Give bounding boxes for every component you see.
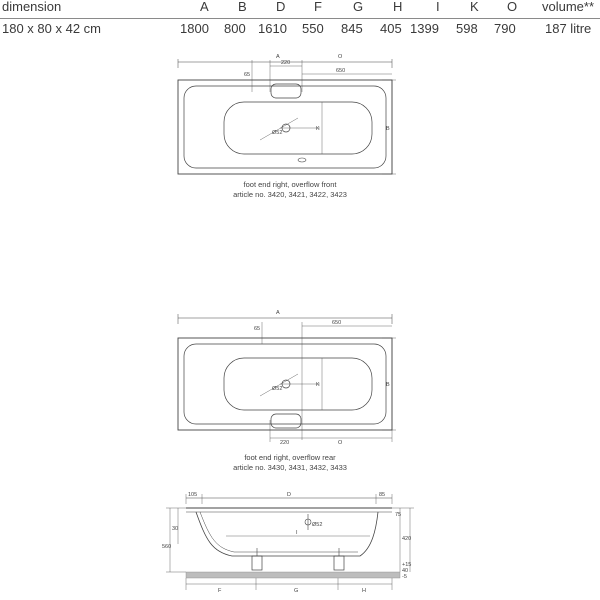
value-i: 1399 bbox=[410, 21, 439, 36]
label-560-side: 560 bbox=[162, 544, 172, 550]
header-i: I bbox=[436, 0, 440, 14]
value-dimension: 180 x 80 x 42 cm bbox=[2, 21, 101, 36]
label-h-side: H bbox=[362, 588, 366, 594]
header-volume: volume** bbox=[542, 0, 595, 14]
value-k: 598 bbox=[456, 21, 478, 36]
label-o-front: O bbox=[338, 54, 343, 60]
label-105-side: 105 bbox=[188, 492, 198, 498]
label-i-side: I bbox=[296, 530, 298, 536]
rim-outer-front bbox=[178, 80, 392, 174]
value-h: 405 bbox=[380, 21, 402, 36]
caption-front bbox=[140, 180, 440, 200]
label-o-rear: O bbox=[338, 440, 343, 446]
label-dia-front: Ø52 bbox=[272, 130, 283, 136]
label-650-front: 650 bbox=[336, 68, 346, 74]
label-f-side: F bbox=[218, 588, 222, 594]
label-g-side: G bbox=[294, 588, 299, 594]
top-view-rear bbox=[178, 314, 396, 442]
foot-left bbox=[252, 556, 262, 570]
value-volume: 187 litre bbox=[545, 21, 592, 36]
label-15-side: +15 bbox=[402, 562, 412, 568]
caption-front-line2: article no. 3420, 3421, 3422, 3423 bbox=[233, 190, 347, 199]
header-g: G bbox=[353, 0, 364, 14]
caption-front-line1: foot end right, overflow front bbox=[243, 180, 337, 189]
header-h: H bbox=[393, 0, 403, 14]
tub-body-side bbox=[196, 512, 378, 556]
caption-rear-line2: article no. 3430, 3431, 3432, 3433 bbox=[233, 463, 347, 472]
header-o: O bbox=[507, 0, 518, 14]
label-k-rear: K bbox=[316, 382, 320, 388]
label-650-rear: 650 bbox=[332, 320, 342, 326]
label-b-rear: B bbox=[386, 382, 390, 388]
label-220-front: 220 bbox=[281, 60, 291, 66]
header-d: D bbox=[276, 0, 286, 14]
foot-right bbox=[334, 556, 344, 570]
label-k-front: K bbox=[316, 126, 320, 132]
header-f: F bbox=[314, 0, 322, 14]
label-a-rear: A bbox=[276, 310, 280, 316]
header-b: B bbox=[238, 0, 247, 14]
value-f: 550 bbox=[302, 21, 324, 36]
value-g: 845 bbox=[341, 21, 363, 36]
value-o: 790 bbox=[494, 21, 516, 36]
label-420-side: 420 bbox=[402, 536, 412, 542]
label-5-side: -5 bbox=[402, 574, 407, 580]
label-d-side: D bbox=[287, 492, 291, 498]
label-65-front: 65 bbox=[244, 72, 251, 78]
label-a-front: A bbox=[276, 54, 280, 60]
label-220-rear: 220 bbox=[280, 440, 290, 446]
header-k: K bbox=[470, 0, 479, 14]
top-view-front bbox=[178, 59, 396, 174]
header-dimension: dimension bbox=[2, 0, 62, 14]
overflow-rear bbox=[271, 414, 301, 428]
label-75-side: 75 bbox=[395, 512, 402, 518]
caption-rear bbox=[140, 453, 440, 473]
label-dia-side: Ø52 bbox=[312, 522, 323, 528]
label-40-side: 40 bbox=[402, 568, 409, 574]
label-b-front: B bbox=[386, 126, 390, 132]
label-85-side: 85 bbox=[379, 492, 386, 498]
value-d: 1610 bbox=[258, 21, 287, 36]
label-30-side: 30 bbox=[172, 526, 179, 532]
floor bbox=[186, 572, 400, 578]
value-b: 800 bbox=[224, 21, 246, 36]
value-a: 1800 bbox=[180, 21, 209, 36]
label-dia-rear: Ø52 bbox=[272, 386, 283, 392]
caption-rear-line1: foot end right, overflow rear bbox=[244, 453, 336, 462]
header-a: A bbox=[200, 0, 209, 14]
label-65-rear: 65 bbox=[254, 326, 261, 332]
